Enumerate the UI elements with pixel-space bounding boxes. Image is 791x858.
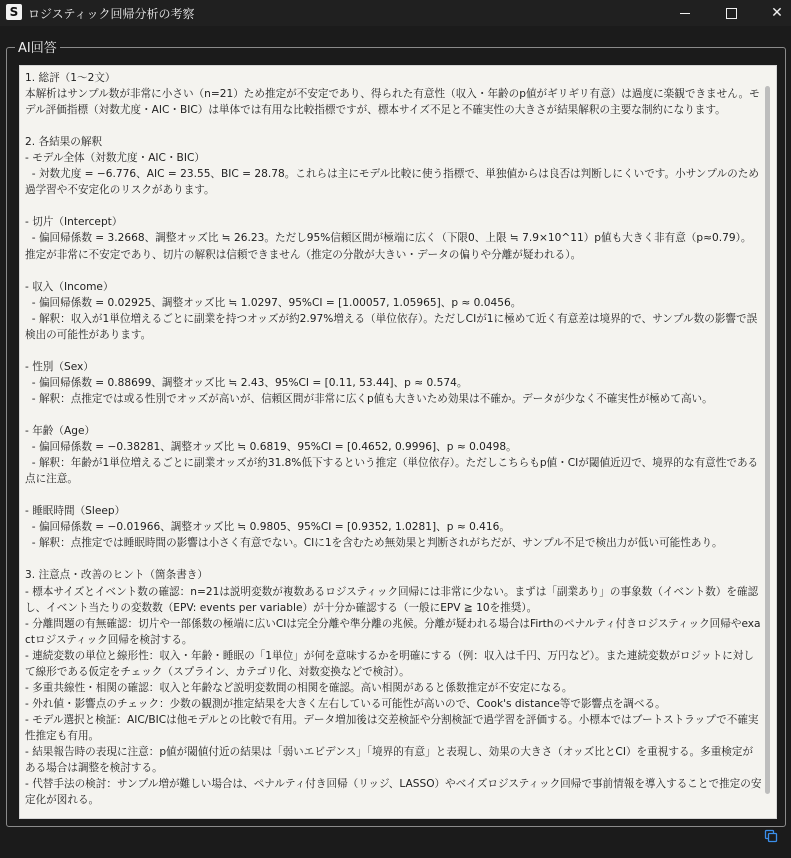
close-icon: ✕ <box>771 5 783 21</box>
minimize-icon <box>680 13 690 14</box>
ai-answer-textbox[interactable] <box>19 65 777 819</box>
ai-answer-text: 1. 総評（1〜2文） 本解析はサンプル数が非常に小さい（n=21）ため推定が不安定であり、得られた有意性（収入・年齢のp値がギリギリ有意）は過度に楽観できません。モデル評価指標（対数尤度・AIC・BIC）は単体では有用な比較指標ですが、標本サイズ不足と不確実性の大きさが結果解釈の主要な制約になります。 2. 各結果の解釈 - モデル全体（対数尤度・AIC・BIC） - 対数尤度 = −6.776、AIC = 23.55、BIC = 28.78。これらは主にモデル比較に使う指標で、単独値からは良否は判断しにくいです。小サンプルのため過学習や不安定化のリスクがあります。 - 切片（Intercept） - 偏回帰係数 = 3.2668、調整オッズ比 ≒ 26.23。ただし95%信頼区間が極端に広く（下限0、上限 ≒ 7.9×10^11）p値も大きく非有意（p≈0.79）。推定が非常に不安定であり、切片の解釈は信頼できません（推定の分散が大きい・データの偏りや分離が疑われる）。 - 収入（Income） - 偏回帰係数 = 0.02925、調整オッズ比 ≒ 1.0297、95%CI = [1.00057, 1.05965]、p ≈ 0.0456。 - 解釈：収入が1単位増えるごとに副業を持つオッズが約2.97%増える（単位依存）。ただしCIが1に極めて近く有意差は境界的で、サンプル数の影響で誤検出の可能性があります。 - 性別（Sex） - 偏回帰係数 = 0.88699、調整オッズ比 ≒ 2.43、95%CI = [0.11, 53.44]、p ≈ 0.574。 - 解釈：点推定では或る性別でオッズが高いが、信頼区間が非常に広くp値も大きいため効果は不確か。データが少なく不確実性が極めて高い。 - 年齢（Age） - 偏回帰係数 = −0.38281、調整オッズ比 ≒ 0.6819、95%CI = [0.4652, 0.9996]、p ≈ 0.0498。 - 解釈：年齢が1単位増えるごとに副業オッズが約31.8%低下するという推定（単位依存）。ただしこちらもp値・CIが閾値近辺で、境界的な有意性である点に注意。 - 睡眠時間（Sleep） - 偏回帰係数 = −0.01966、調整オッズ比 ≒ 0.9805、95%CI = [0.9352, 1.0281]、p ≈ 0.416。 - 解釈：点推定では睡眠時間の影響は小さく有意でない。CIに1を含むため無効果と判断されがちだが、サンプル不足で検出力が低い可能性あり。 3. 注意点・改善のヒント（箇条書き） - 標本サイズとイベント数の確認：n=21は説明変数が複数あるロジスティック回帰には非常に少ない。まずは「副業あり」の事象数（イベント数）を確認し、イベント当たりの変数数（EPV: events per variable）が十分か確認する（一般にEPV ≧ 10を推奨）。 - 分離問題の有無確認：切片や一部係数の極端に広いCIは完全分離や準分離の兆候。分離が疑われる場合はFirthのペナルティ付きロジスティック回帰やexactロジスティック回帰を検討する。 - 連続変数の単位と線形性：収入・年齢・睡眠の「1単位」が何を意味するかを明確にする（例：収入は千円、万円など）。また連続変数がロジットに対して線形である仮定をチェック（スプライン、カテゴリ化、対数変換などで検討）。 - 多重共線性・相関の確認：収入と年齢など説明変数間の相関を確認。高い相関があると係数推定が不安定になる。 - 外れ値・影響点のチェック：少数の観測が推定結果を大きく左右している可能性が高いので、Cook's distance等で影響点を調べる。 - モデル選択と検証：AIC/BICは他モデルとの比較で有用。データ増加後は交差検証や分割検証で過学習を評価する。小標本ではブートストラップで不確実性推定も有用。 - 結果報告時の表現に注意：p値が閾値付近の結果は「弱いエビデンス」「境界的有意」と表現し、効果の大きさ（オッズ比とCI）を重視する。多重検定がある場合は調整を検討する。 - 代替手法の検討：サンプル増が難しい場合は、ペナルティ付き回帰（リッジ、LASSO）やベイズロジスティック回帰で事前情報を導入することで推定の安定化が図れる。 <box>25 72 762 807</box>
ai-answer-group-label: AI回答 <box>15 37 60 56</box>
title-bar <box>0 0 791 26</box>
minimize-button[interactable] <box>662 0 708 26</box>
app-icon: S <box>6 4 22 20</box>
window-title: ロジスティック回帰分析の考察 <box>28 7 195 21</box>
copy-icon[interactable] <box>764 829 778 843</box>
answer-scrollbar[interactable] <box>765 86 770 794</box>
close-button[interactable] <box>754 0 791 26</box>
maximize-icon <box>726 8 737 19</box>
maximize-button[interactable] <box>708 0 754 26</box>
